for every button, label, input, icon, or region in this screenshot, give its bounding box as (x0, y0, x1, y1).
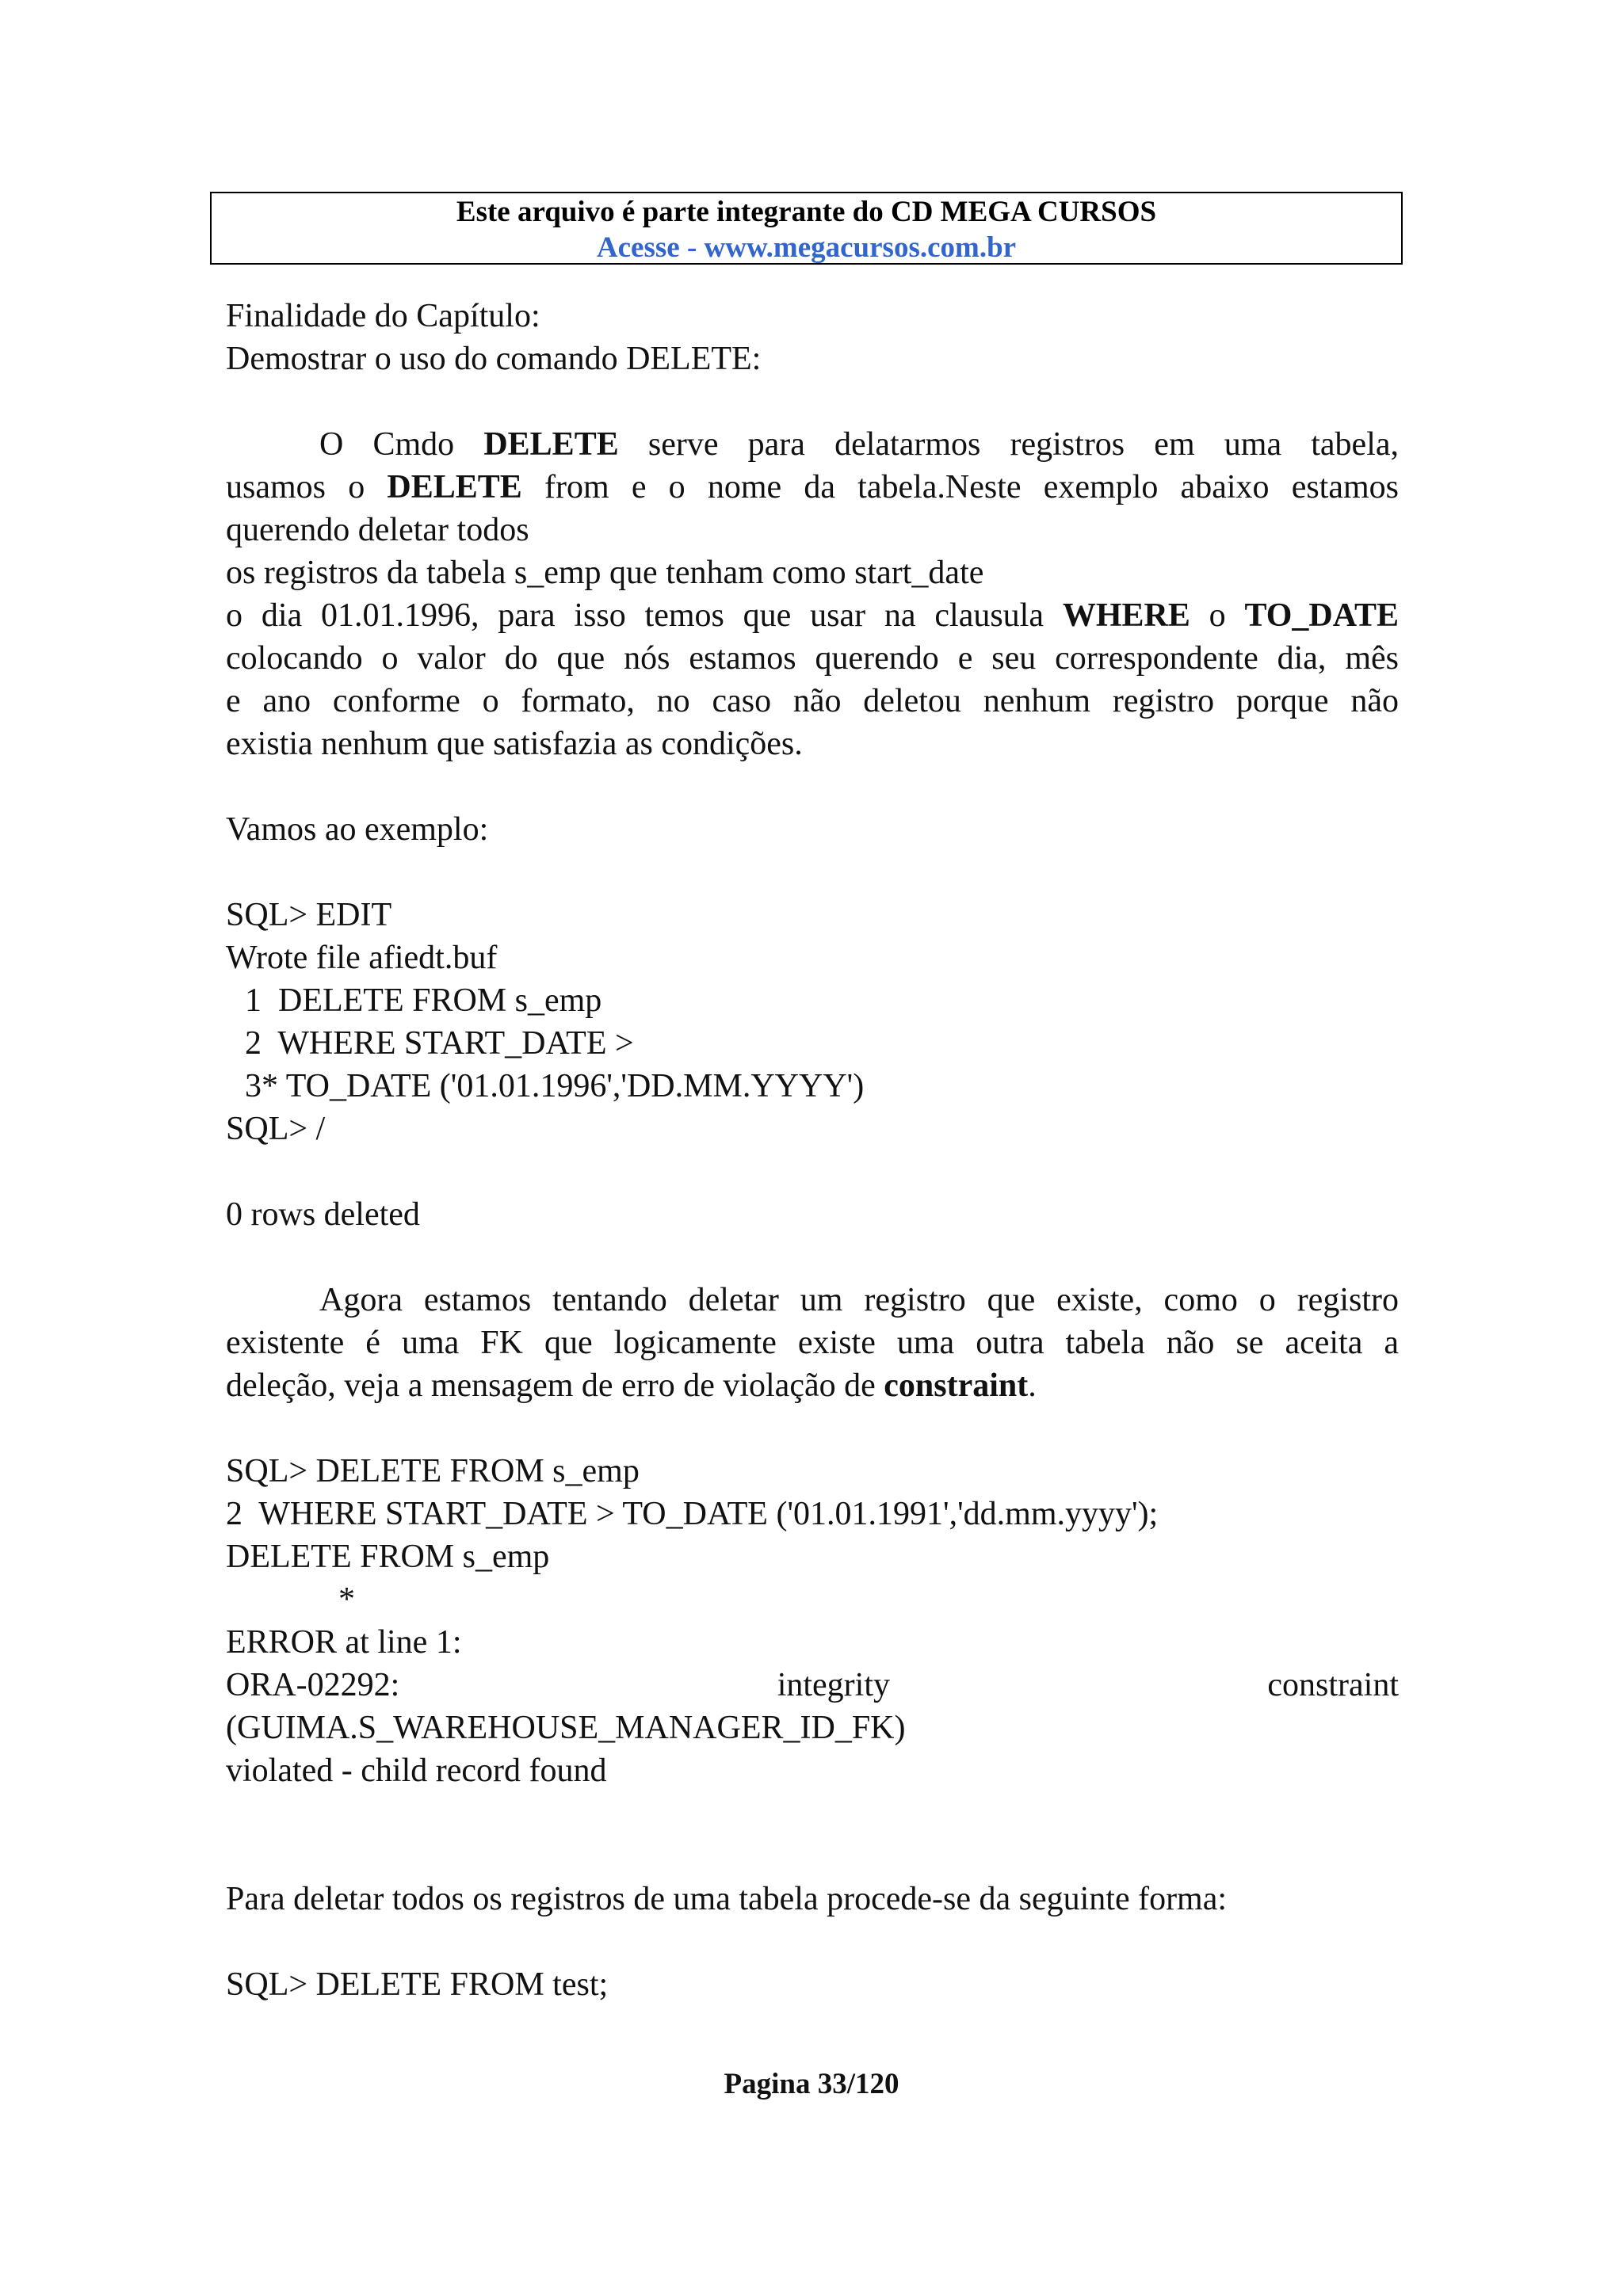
para3: Para deletar todos os registros de uma tabela procede-se da seguinte forma: (226, 1881, 1228, 1917)
chapter-goal-text: Demostrar o uso do comando DELETE: (226, 341, 762, 377)
code2-line5: ERROR at line 1: (226, 1624, 462, 1661)
para1-line8: existia nenhum que satisfazia as condições. (226, 726, 803, 762)
para1-line5: o dia 01.01.1996, para isso temos que usar na clausula WHERE o TO_DATE (226, 597, 1399, 634)
code2-line3: DELETE FROM s_emp (226, 1539, 550, 1575)
para1-line1: O Cmdo DELETE serve para delatarmos registros em uma tabela, (319, 426, 1399, 463)
para1-line6: colocando o valor do que nós estamos querendo e seu correspondente dia, mês (226, 640, 1399, 677)
header-access-line (212, 230, 1401, 265)
para2-line2: existente é uma FK que logicamente existe uma outra tabela não se aceita a (226, 1325, 1399, 1361)
code1-line6: SQL> / (226, 1111, 326, 1147)
chapter-goal-heading: Finalidade do Capítulo: (226, 298, 540, 334)
header-access-prefix: Acesse - (596, 231, 705, 264)
code2-line7: (GUIMA.S_WAREHOUSE_MANAGER_ID_FK) (226, 1710, 906, 1746)
example-intro: Vamos ao exemplo: (226, 811, 489, 848)
para1-line4: os registros da tabela s_emp que tenham como start_date (226, 555, 984, 591)
para1-line7: e ano conforme o formato, no caso não deletou nenhum registro porque não (226, 683, 1399, 719)
code1-line1: SQL> EDIT (226, 897, 392, 933)
para1-line2: usamos o DELETE from e o nome da tabela.Neste exemplo abaixo estamos (226, 469, 1400, 505)
header-title: Este arquivo é parte integrante do CD MEGA CURSOS (456, 196, 1157, 228)
page-number: Pagina 33/120 (724, 2068, 899, 2100)
document-body (226, 295, 1399, 2006)
para2-line1: Agora estamos tentando deletar um registro que existe, como o registro (319, 1282, 1399, 1318)
code2-line6: ORA-02292: integrity constraint (226, 1667, 1399, 1703)
header-banner (210, 192, 1403, 265)
code1-line2: Wrote file afiedt.buf (226, 940, 498, 976)
code1-line4: 2 WHERE START_DATE > (245, 1025, 634, 1062)
code2-line1: SQL> DELETE FROM s_emp (226, 1453, 640, 1489)
code3-line1: SQL> DELETE FROM test; (226, 1966, 609, 2003)
header-site-link[interactable]: www.megacursos.com.br (704, 231, 1017, 264)
code1-result: 0 rows deleted (226, 1196, 420, 1233)
code2-error-marker: * (338, 1581, 355, 1618)
code1-line3: 1 DELETE FROM s_emp (245, 982, 602, 1019)
code1-line5: 3* TO_DATE ('01.01.1996','DD.MM.YYYY') (245, 1068, 865, 1104)
code2-line2: 2 WHERE START_DATE > TO_DATE ('01.01.1991','dd.mm.yyyy'); (226, 1496, 1159, 1532)
code2-line8: violated - child record found (226, 1753, 607, 1789)
para1-line3: querendo deletar todos (226, 512, 529, 548)
para2-line3: deleção, veja a mensagem de erro de violação de constraint. (226, 1367, 1037, 1404)
